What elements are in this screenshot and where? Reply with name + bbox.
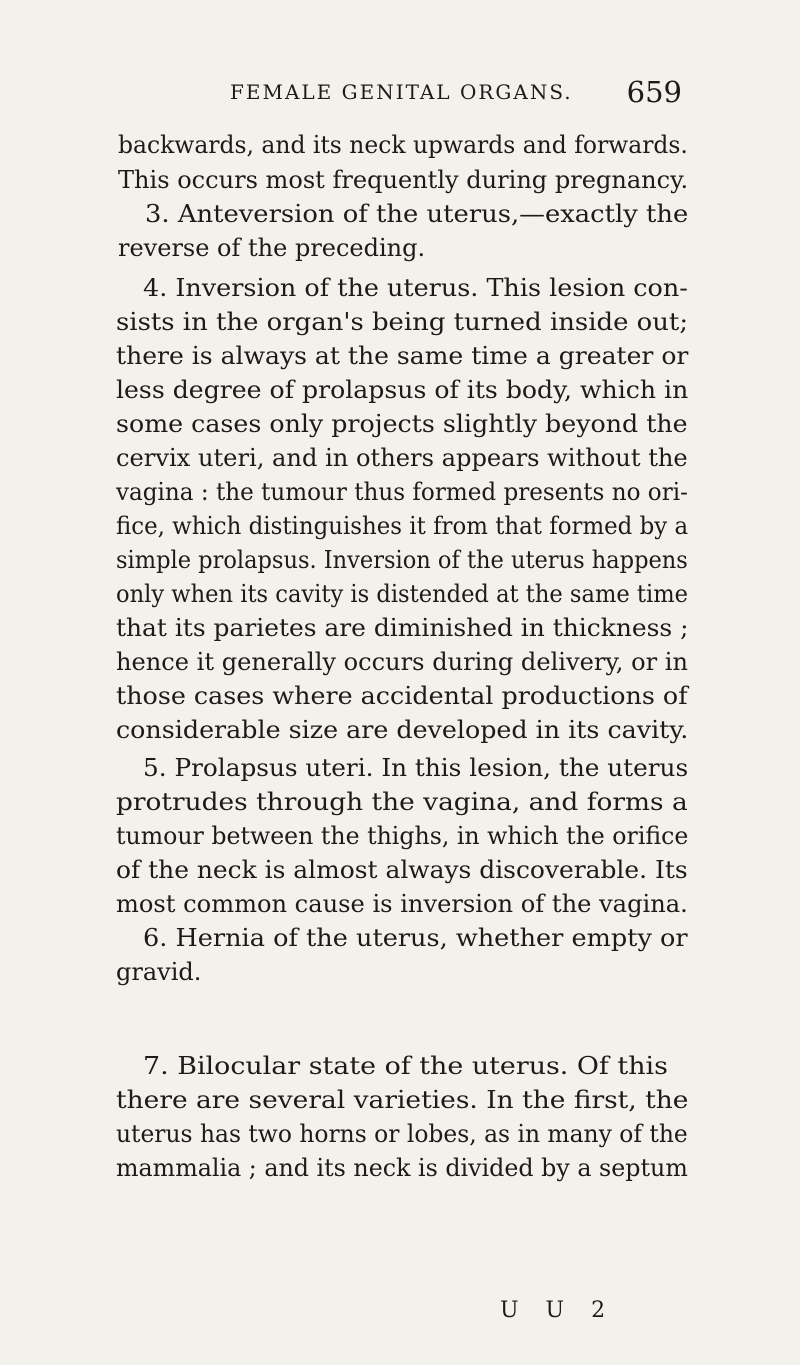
text-line: reverse of the preceding. (118, 234, 426, 262)
text-line: This occurs most frequently during pregnancy. (118, 166, 689, 194)
text-line: some cases only projects slightly beyond the (116, 410, 688, 438)
text-line: less degree of prolapsus of its body, which in (116, 376, 689, 404)
running-head (0, 75, 800, 109)
text-line: gravid. (116, 958, 202, 986)
text-line: 5. Prolapsus uteri. In this lesion, the uterus (143, 754, 689, 782)
text-line: only when its cavity is distended at the same time (116, 580, 689, 608)
text-line: 6. Hernia of the uterus, whether empty or (143, 924, 688, 952)
text-line: sists in the organ's being turned inside out; (116, 308, 689, 336)
page-number: 659 (626, 75, 682, 109)
text-line: simple prolapsus. Inversion of the uterus happens (116, 546, 688, 574)
text-line: there are several varieties. In the first, the (116, 1086, 689, 1114)
text-line: protrudes through the vagina, and forms a (116, 788, 688, 816)
text-line: uterus has two horns or lobes, as in many of the (116, 1120, 688, 1148)
text-line: that its parietes are diminished in thickness ; (116, 614, 689, 642)
text-line: mammalia ; and its neck is divided by a septum (116, 1154, 688, 1182)
text-line: there is always at the same time a greater or (116, 342, 689, 370)
text-line: considerable size are developed in its cavity. (116, 716, 689, 744)
text-line: 4. Inversion of the uterus. This lesion con- (143, 274, 688, 302)
signature-mark: U U 2 (500, 1298, 616, 1323)
text-line: those cases where accidental productions of (116, 682, 688, 710)
text-line: 7. Bilocular state of the uterus. Of this (143, 1052, 668, 1080)
text-line: most common cause is inversion of the vagina. (116, 890, 688, 918)
text-line: tumour between the thighs, in which the orifice (116, 822, 689, 850)
text-line: hence it generally occurs during delivery, or in (116, 648, 688, 676)
text-line: 3. Anteversion of the uterus,—exactly the (145, 200, 689, 228)
text-line: vagina : the tumour thus formed presents no ori- (116, 478, 688, 506)
running-head-title: FEMALE GENITAL ORGANS. (230, 80, 573, 104)
text-line: of the neck is almost always discoverable. Its (116, 856, 688, 884)
text-line: fice, which distinguishes it from that formed by a (116, 512, 689, 540)
text-line: cervix uteri, and in others appears without the (116, 444, 688, 472)
text-line: backwards, and its neck upwards and forwards. (118, 131, 688, 159)
